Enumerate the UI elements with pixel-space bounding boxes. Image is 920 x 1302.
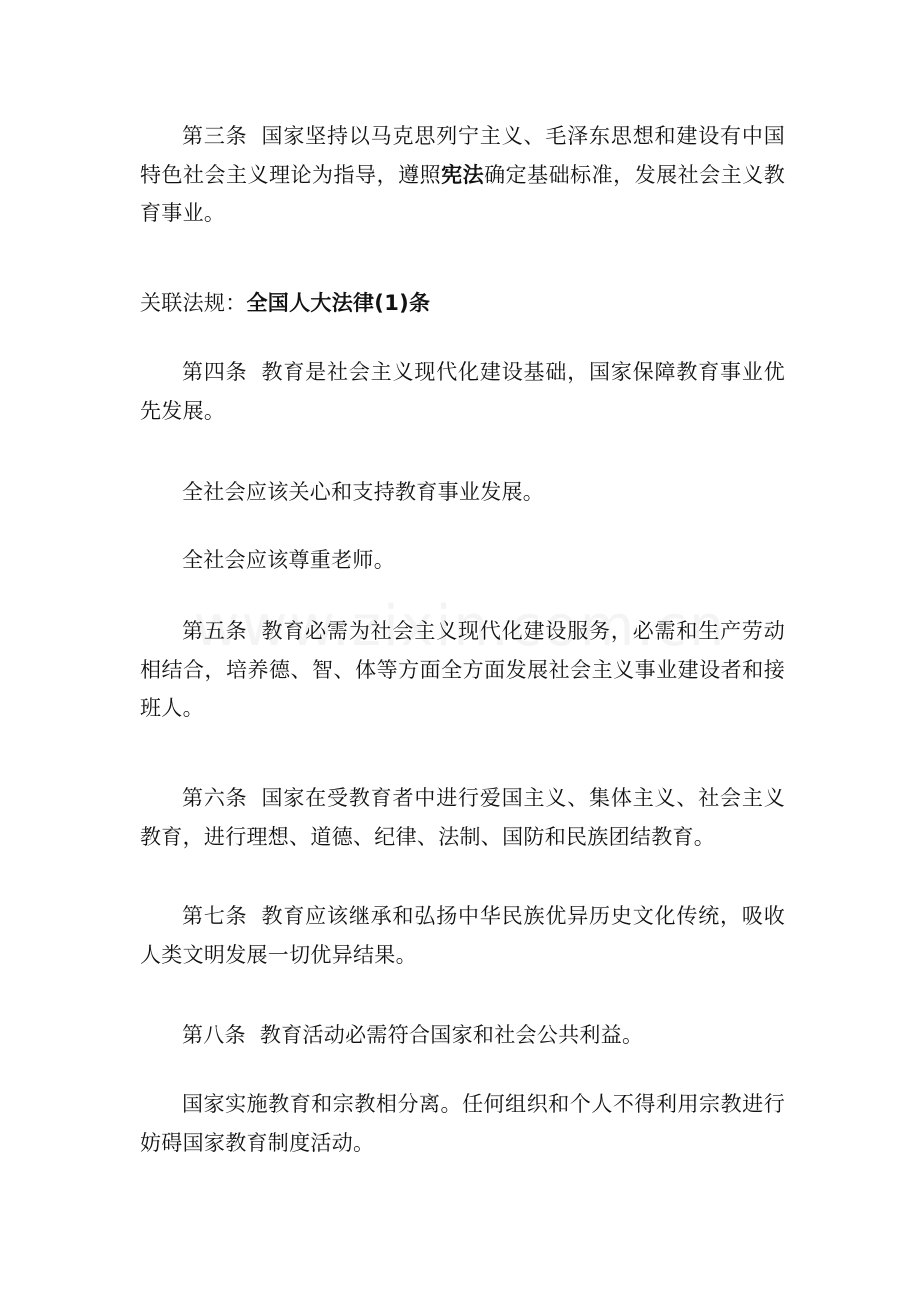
- article-number: 第六条: [182, 786, 248, 810]
- paragraph-text: 国家实施教育和宗教相分离。任何组织和个人不得利用宗教进行妨碍国家教育制度活动。: [140, 1092, 785, 1155]
- paragraph-text: 国家在受教育者中进行爱国主义、集体主义、社会主义教育，进行理想、道德、纪律、法制、国防和民族团结教育。: [140, 786, 786, 849]
- related-regulations-link[interactable]: 全国人大法律(1)条: [246, 291, 431, 315]
- article-number: 第三条: [182, 124, 248, 148]
- article-number: 第五条: [182, 619, 248, 643]
- article-number: 第四条: [182, 360, 248, 384]
- related-regulations: [140, 284, 785, 323]
- paragraph: [140, 473, 785, 512]
- paragraph-text: 全社会应该关心和支持教育事业发展。: [182, 480, 545, 504]
- paragraph-text: 确定基础标准，发展社会主义教育事业。: [140, 162, 785, 225]
- paragraph: [140, 1085, 785, 1162]
- article-number: 第八条: [182, 1023, 246, 1047]
- paragraph-article-5: [140, 612, 785, 728]
- constitution-link[interactable]: 宪法: [441, 162, 485, 187]
- paragraph: [140, 541, 785, 580]
- paragraph-text: 教育应该继承和弘扬中华民族优异历史文化传统，吸收人类文明发展一切优异结果。: [140, 904, 786, 967]
- paragraph-article-3: [140, 117, 785, 233]
- paragraph-article-8: [140, 1016, 785, 1055]
- paragraph-text: 国家坚持以马克思列宁主义、毛泽东思想和建设有中国特色社会主义理论为指导，遵照: [140, 124, 786, 187]
- paragraph-text: 教育活动必需符合国家和社会公共利益。: [259, 1023, 644, 1047]
- paragraph-article-6: [140, 779, 785, 856]
- paragraph-article-4: [140, 353, 785, 430]
- paragraph-article-7: [140, 897, 785, 974]
- article-number: 第七条: [182, 904, 248, 928]
- paragraph-text: 教育必需为社会主义现代化建设服务，必需和生产劳动相结合，培养德、智、体等方面全方面发展社会主义事业建设者和接班人。: [140, 619, 786, 720]
- paragraph-text: 全社会应该尊重老师。: [182, 548, 395, 572]
- paragraph-text: 教育是社会主义现代化建设基础，国家保障教育事业优先发展。: [140, 360, 786, 423]
- related-regulations-label: 关联法规：: [140, 291, 247, 315]
